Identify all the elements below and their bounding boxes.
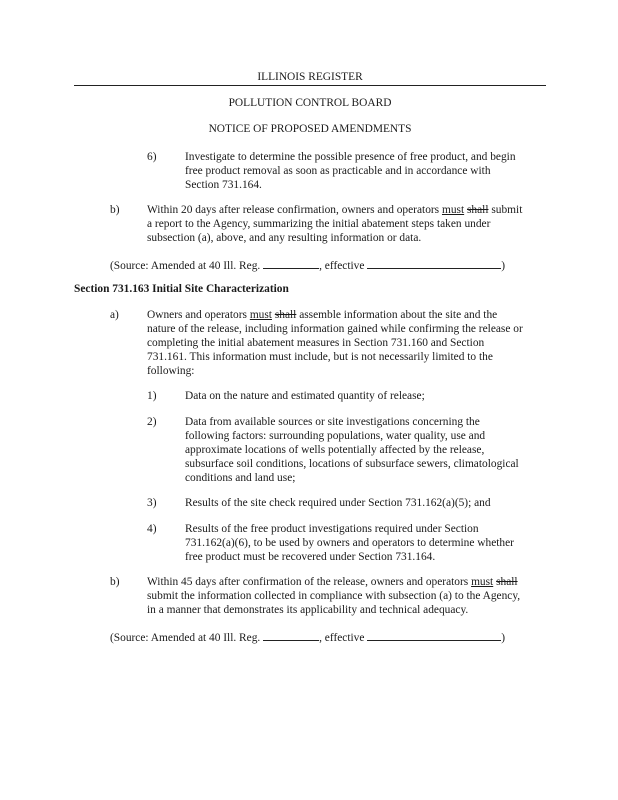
inserted-text: must — [441, 204, 465, 216]
source-text: (Source: Amended at 40 Ill. Reg. — [110, 632, 264, 644]
item-text-line: Results of the free product investigations required under Section — [185, 523, 479, 535]
subsection-label: b) — [110, 576, 120, 588]
item-text-line: Section 731.164. — [185, 179, 262, 191]
item-number: 3) — [147, 497, 157, 509]
source-note — [110, 629, 505, 646]
item-number: 6) — [147, 151, 157, 163]
text-run: submit — [488, 204, 523, 216]
subsection-text-line: subsection (a), above, and any resulting information or data. — [147, 232, 422, 244]
source-note — [110, 257, 505, 274]
blank-line — [263, 257, 319, 269]
subsection-text-line — [147, 575, 518, 590]
notice-title: NOTICE OF PROPOSED AMENDMENTS — [208, 123, 412, 135]
subsection-text-line: following: — [147, 365, 195, 377]
item-text-line: Investigate to determine the possible presence of free product, and begin — [185, 151, 516, 163]
blank-line — [367, 629, 501, 641]
deleted-text: shall — [496, 576, 518, 588]
item-text-line: Data from available sources or site investigations concerning the — [185, 416, 480, 428]
source-text: ) — [501, 260, 506, 272]
item-text-line: conditions and land use; — [185, 472, 296, 484]
inserted-text: must — [471, 576, 494, 588]
text-run: Within 45 days after confirmation of the release, owners and operators — [147, 576, 472, 588]
register-title: ILLINOIS REGISTER — [257, 71, 363, 83]
inserted-text: must — [249, 309, 272, 321]
subsection-text-line: a report to the Agency, summarizing the initial abatement steps taken under — [147, 218, 491, 230]
item-number: 1) — [147, 390, 157, 402]
deleted-text: shall — [274, 309, 297, 321]
item-text-line: Data on the nature and estimated quantity of release; — [185, 390, 425, 402]
source-text: (Source: Amended at 40 Ill. Reg. — [110, 260, 264, 272]
subsection-text-line: in a manner that demonstrates its applicability and technical adequacy. — [147, 604, 469, 616]
blank-line — [367, 257, 501, 269]
item-text-line: following factors: surrounding populations, water quality, use and — [185, 430, 486, 442]
subsection-text-line: completing the initial abatement measures in Section 731.160 and Section — [147, 337, 485, 349]
subsection-text-line: nature of the release, including information gained while confirming the release or — [147, 323, 523, 335]
source-text: , effective — [319, 632, 368, 644]
subsection-text-line — [147, 308, 497, 323]
item-number: 4) — [147, 523, 157, 535]
item-text-line: free product removal as soon as practicable and in accordance with — [185, 165, 491, 177]
subsection-text-line — [147, 203, 522, 218]
source-text: ) — [501, 632, 506, 644]
subsection-text-line: 731.161. This information must include, but is not necessarily limited to the — [147, 351, 493, 363]
header-rule — [74, 85, 546, 86]
item-text-line: free product must be recovered under Section 731.164. — [185, 551, 436, 563]
text-run: Within 20 days after release confirmation, owners and operators — [147, 204, 442, 216]
text-run: assemble information about the site and the — [296, 309, 498, 321]
blank-line — [263, 629, 319, 641]
item-text-line: subsurface soil conditions, locations of subsurface sewers, climatological — [185, 458, 519, 470]
subsection-label: a) — [110, 309, 119, 321]
text-run: Owners and operators — [147, 309, 250, 321]
item-text-line: 731.162(a)(6), to be used by owners and operators to determine whether — [185, 537, 514, 549]
section-heading: Section 731.163 Initial Site Characterization — [74, 283, 289, 295]
source-text: , effective — [319, 260, 368, 272]
subsection-text-line: submit the information collected in compliance with subsection (a) to the Agency, — [147, 590, 521, 602]
board-title: POLLUTION CONTROL BOARD — [228, 97, 392, 109]
item-text-line: Results of the site check required under Section 731.162(a)(5); and — [185, 497, 491, 509]
subsection-label: b) — [110, 204, 120, 216]
item-number: 2) — [147, 416, 157, 428]
item-text-line: approximate locations of wells potentially affected by the release, — [185, 444, 485, 456]
deleted-text: shall — [466, 204, 489, 216]
